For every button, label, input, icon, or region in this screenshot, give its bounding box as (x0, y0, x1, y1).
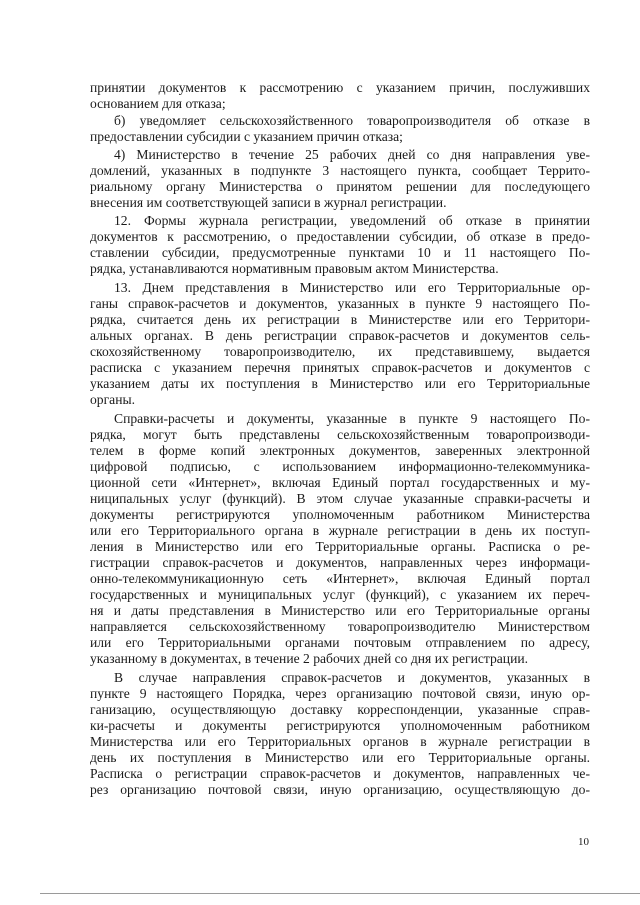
text-line: или его Территориального органа в журнале регистрации в день их поступ- (90, 523, 590, 538)
text-line: альных органах. В день регистрации справок-расчетов и документов сель- (90, 328, 590, 343)
text-line: государственных и муниципальных услуг (функций), с указанием их переч- (90, 587, 590, 602)
text-line: онно-телекоммуникационную сеть «Интернет», включая Единый портал (90, 571, 590, 586)
text-line: документы регистрируются уполномоченным работником Министерства (90, 507, 590, 522)
text-line: внесения им соответствующей записи в журнал регистрации. (90, 195, 447, 210)
text-line: 4) Министерство в течение 25 рабочих дней со дня направления уве- (114, 147, 590, 162)
text-line: принятии документов к рассмотрению с указанием причин, послуживших (90, 80, 590, 95)
text-line: или его Территориальными органами почтовым отправлением по адресу, (90, 635, 590, 650)
text-line: ганизацию, осуществляющую доставку корреспонденции, указанные справ- (90, 702, 590, 717)
text-line: рез организацию почтовой связи, иную организацию, осуществляющую до- (90, 782, 590, 797)
text-line: 13. Днем представления в Министерство или его Территориальные ор- (114, 280, 590, 295)
text-line: расписка с указанием перечня принятых справок-расчетов и документов с (90, 360, 590, 375)
text-line: ганы справок-расчетов и документов, указанных в пункте 9 настоящего По- (90, 296, 590, 311)
text-line: цифровой подписью, с использованием информационно-телекоммуника- (90, 459, 590, 474)
text-line: телем в форме копий электронных документов, заверенных электронной (90, 443, 590, 458)
text-line: рядка, устанавливаются нормативным правовым актом Министерства. (90, 261, 499, 276)
text-line: основанием для отказа; (90, 96, 226, 111)
text-line: указанному в документах, в течение 2 рабочих дней со дня их регистрации. (90, 651, 529, 666)
text-line: день их поступления в Министерство или его Территориальные органы. (90, 750, 590, 765)
text-line: предоставлении субсидии с указанием причин отказа; (90, 129, 403, 144)
text-line: риальному органу Министерства о принятом решении для последующего (90, 179, 590, 194)
text-line: направляется сельскохозяйственному товаропроизводителю Министерством (90, 619, 590, 634)
text-line: пункте 9 настоящего Порядка, через организацию почтовой связи, иную ор- (90, 686, 590, 701)
text-line: органы. (90, 392, 136, 407)
text-line: ционной сети «Интернет», включая Единый портал государственных и му- (90, 475, 590, 490)
text-line: указанием даты их поступления в Министерство или его Территориальные (90, 376, 590, 391)
text-line: рядка, могут быть представлены сельскохозяйственным товаропроизводи- (90, 427, 590, 442)
text-line: скохозяйственному товаропроизводителю, их представившему, выдается (90, 344, 590, 359)
text-line: гистрации справок-расчетов и документов, направленных через информаци- (90, 555, 590, 570)
text-line: В случае направления справок-расчетов и документов, указанных в (114, 670, 590, 685)
text-line: Справки-расчеты и документы, указанные в пункте 9 настоящего По- (114, 411, 590, 426)
text-line: б) уведомляет сельскохозяйственного товаропроизводителя об отказе в (114, 113, 590, 128)
text-line: ниципальных услуг (функций). В этом случае указанные справки-расчеты и (90, 491, 590, 506)
text-line: рядка, считается день их регистрации в Министерстве или его Территори- (90, 312, 590, 327)
page-number: 10 (578, 836, 589, 848)
text-line: ки-расчеты и документы регистрируются уполномоченным работником (90, 718, 590, 733)
text-line: ления в Министерство или его Территориальные органы. Расписка о ре- (90, 539, 590, 554)
text-line: Министерства или его Территориальных органов в журнале регистрации в (90, 734, 590, 749)
text-line: домлений, указанных в подпункте 3 настоящего пункта, сообщает Террито- (90, 163, 590, 178)
text-line: ставлении субсидии, предусмотренные пунктами 10 и 11 настоящего По- (90, 245, 590, 260)
text-line: Расписка о регистрации справок-расчетов и документов, направленных че- (90, 766, 590, 781)
scan-edge-divider (40, 893, 640, 894)
text-line: ня и даты представления в Министерство или его Территориальные органы (90, 603, 590, 618)
text-line: 12. Формы журнала регистрации, уведомлений об отказе в принятии (114, 213, 590, 228)
text-line: документов к рассмотрению, о предоставлении субсидии, об отказе в предо- (90, 229, 590, 244)
